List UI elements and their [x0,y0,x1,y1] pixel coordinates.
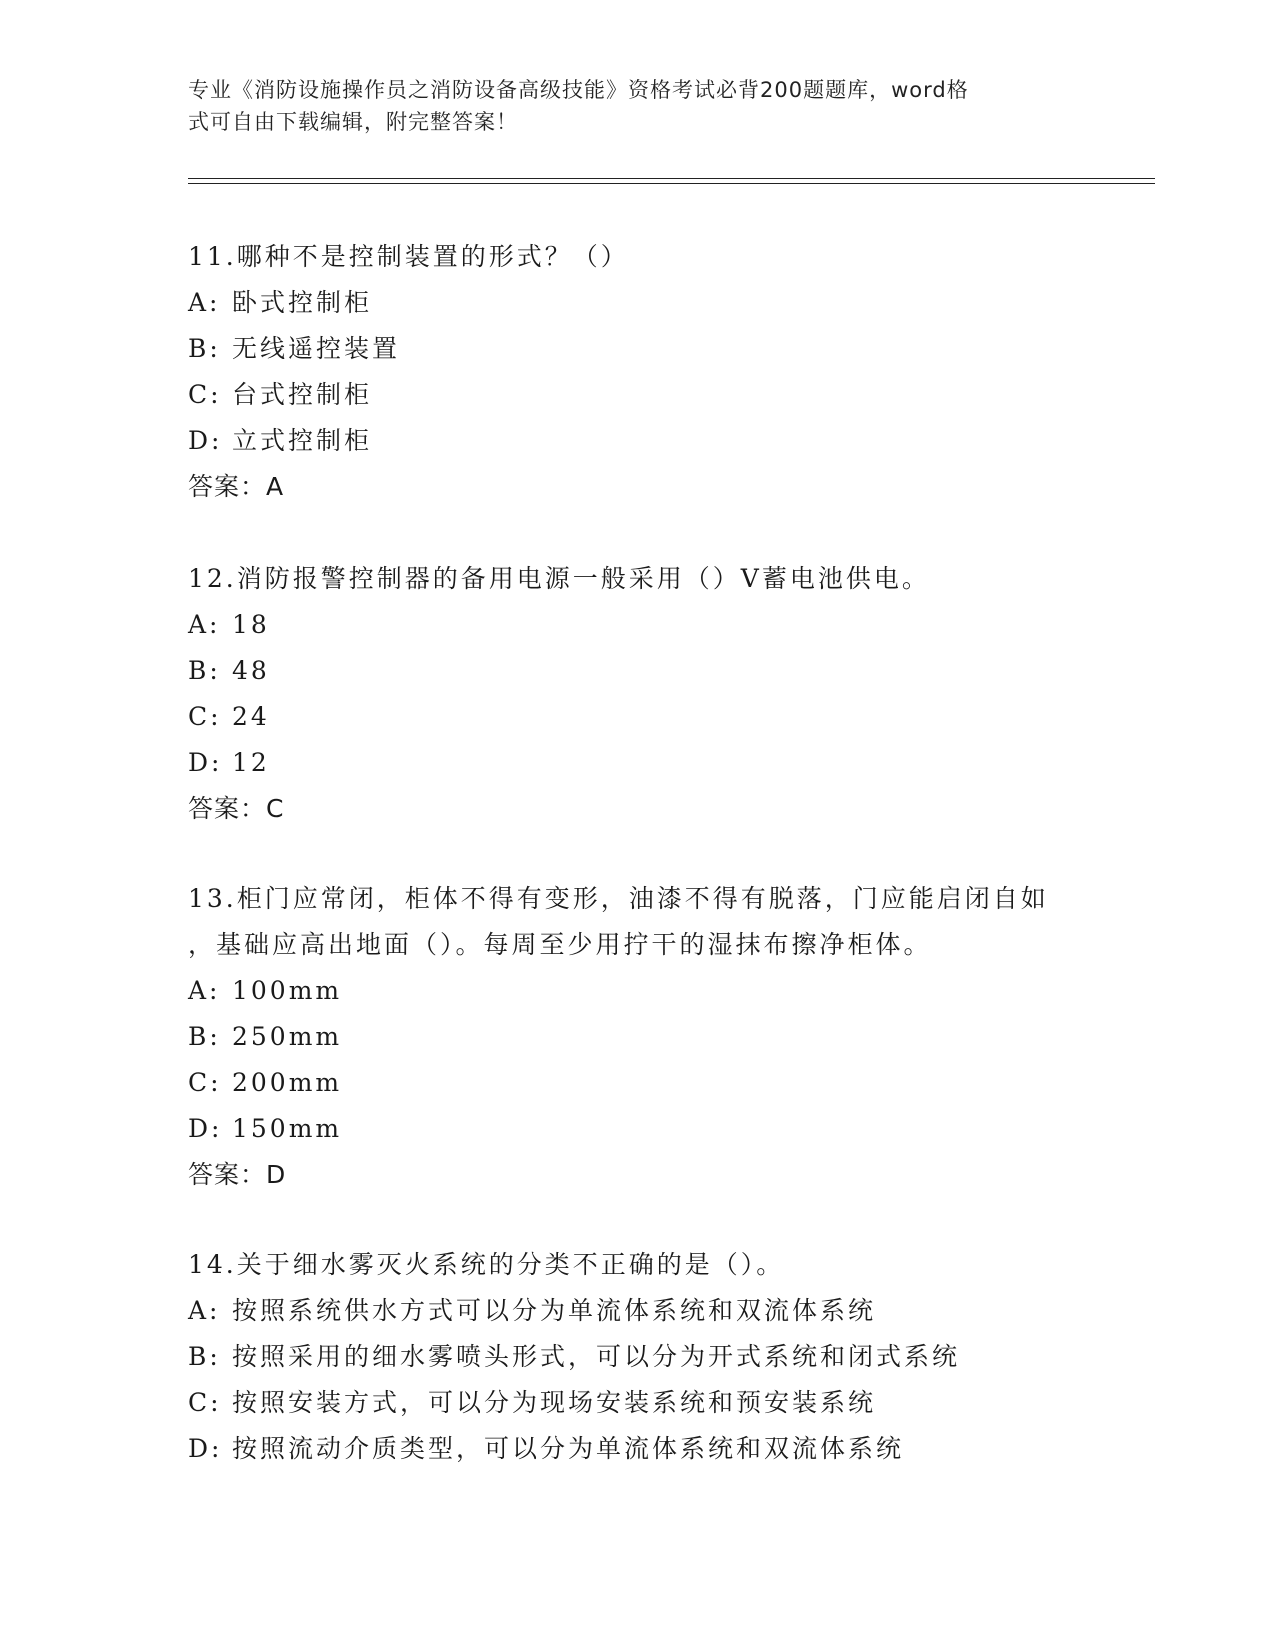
header-divider-bottom [188,183,1155,184]
option-text: 150mm [232,1114,343,1143]
question-stem-continued: ，基础应高出地面（）。每周至少用拧干的湿抹布擦净柜体。 [188,930,932,959]
option-a [188,1288,1148,1334]
option-text: 18 [232,610,270,639]
option-c [188,372,1148,418]
question-13 [188,876,1148,1198]
option-text: 按照流动介质类型，可以分为单流体系统和双流体系统 [232,1434,905,1463]
option-a [188,968,1148,1014]
option-text: 按照系统供水方式可以分为单流体系统和双流体系统 [232,1296,877,1325]
option-text: 250mm [232,1022,343,1051]
option-c [188,694,1148,740]
question-stem: 14.关于细水雾灭火系统的分类不正确的是（）。 [188,1250,785,1279]
question-14 [188,1242,1148,1472]
option-text: 台式控制柜 [232,380,373,409]
option-text: 按照安装方式，可以分为现场安装系统和预安装系统 [232,1388,877,1417]
option-text: 100mm [232,976,343,1005]
answer: 答案：D [188,1160,287,1189]
option-c [188,1060,1148,1106]
question-12 [188,556,1148,832]
option-text: 按照采用的细水雾喷头形式，可以分为开式系统和闭式系统 [232,1342,961,1371]
option-text: 无线遥控装置 [232,334,401,363]
question-11 [188,234,1148,510]
option-d [188,418,1148,464]
document-header [188,74,1088,138]
header-line-1: 专业《消防设施操作员之消防设备高级技能》资格考试必背200题题库，word格 [188,78,969,102]
option-key: D: [188,1114,223,1143]
option-text: 200mm [232,1068,343,1097]
option-key: C: [188,702,222,731]
answer: 答案：C [188,794,285,823]
option-b [188,1014,1148,1060]
option-c [188,1380,1148,1426]
option-a [188,602,1148,648]
option-key: A: [188,976,221,1005]
option-d [188,740,1148,786]
option-key: B: [188,656,221,685]
option-key: C: [188,1388,222,1417]
option-key: C: [188,380,222,409]
option-key: C: [188,1068,222,1097]
option-key: D: [188,1434,223,1463]
option-a [188,280,1148,326]
option-key: A: [188,288,221,317]
option-key: A: [188,610,221,639]
option-b [188,326,1148,372]
option-d [188,1106,1148,1152]
option-key: B: [188,1342,221,1371]
option-b [188,1334,1148,1380]
option-text: 12 [232,748,270,777]
option-key: B: [188,334,221,363]
option-text: 卧式控制柜 [232,288,373,317]
header-line-2: 式可自由下载编辑，附完整答案！ [188,110,518,134]
answer: 答案：A [188,472,285,501]
question-stem: 12.消防报警控制器的备用电源一般采用（）V蓄电池供电。 [188,564,930,593]
option-text: 24 [232,702,270,731]
option-key: D: [188,748,223,777]
question-stem: 13.柜门应常闭，柜体不得有变形，油漆不得有脱落，门应能启闭自如 [188,884,1049,913]
option-key: D: [188,426,223,455]
option-d [188,1426,1148,1472]
header-divider-top [188,178,1155,179]
option-key: A: [188,1296,221,1325]
option-key: B: [188,1022,221,1051]
option-text: 立式控制柜 [232,426,373,455]
option-text: 48 [232,656,270,685]
option-b [188,648,1148,694]
question-stem: 11.哪种不是控制装置的形式？（） [188,242,629,271]
